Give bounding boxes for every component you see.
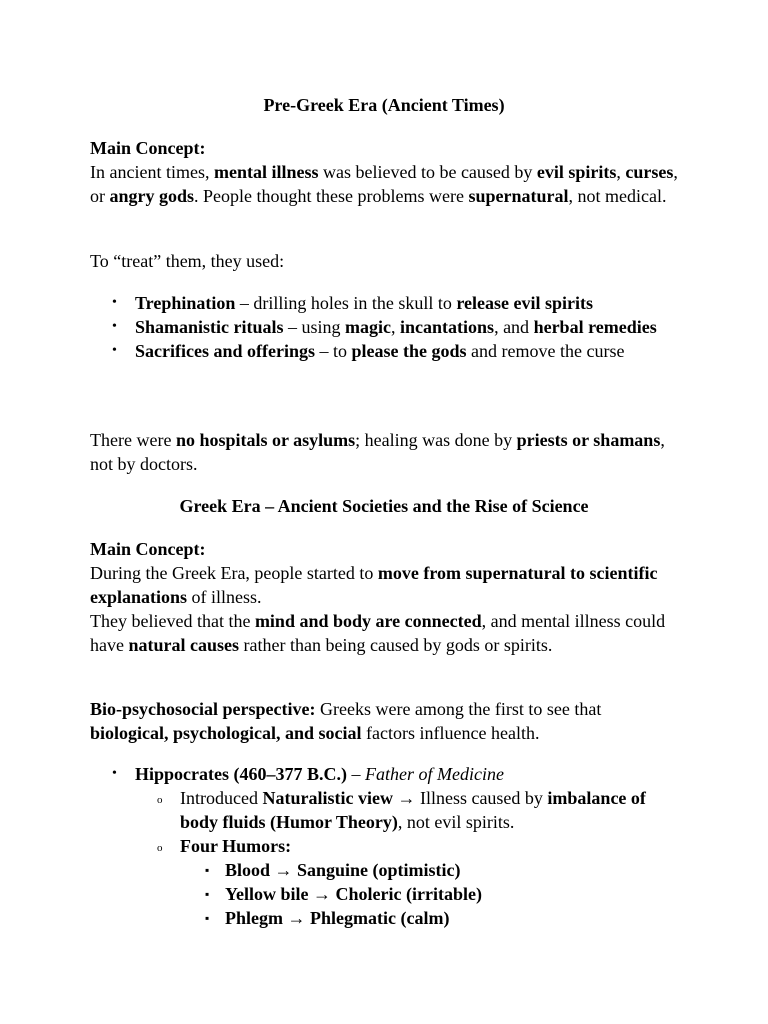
list-item-trephination — [90, 291, 680, 315]
list-item-hippocrates — [90, 762, 680, 930]
sub-bullet-marker: o — [157, 794, 163, 806]
bold-run: incantations — [400, 317, 495, 337]
humor-text: Yellow bile → Choleric (irritable) — [225, 884, 482, 904]
sub-bullet-marker: o — [157, 842, 163, 854]
bold-run: priests or shamans — [516, 430, 661, 450]
text-run: There were — [90, 430, 176, 450]
text-run: – drilling holes in the skull to — [235, 293, 457, 313]
main-concept-greek — [90, 537, 680, 657]
text-run: – to — [314, 341, 352, 361]
list-item-sacrifices — [90, 339, 680, 363]
closing-paragraph — [90, 428, 680, 476]
list-item-four-humors — [135, 834, 680, 930]
main-concept-label: Main Concept: — [90, 539, 206, 559]
bold-run: release evil spirits — [456, 293, 594, 313]
hippocrates-list — [90, 762, 680, 930]
text-run: . People thought these problems were — [194, 186, 469, 206]
bold-run: biological, psychological, and social — [90, 723, 362, 743]
humors-list — [180, 858, 680, 930]
italic-run: Father of Medicine — [364, 764, 504, 784]
bold-run: supernatural — [468, 186, 569, 206]
text-run: → Illness caused by — [392, 788, 548, 808]
text-run: and remove the curse — [466, 341, 625, 361]
text-run: Introduced — [180, 788, 263, 808]
list-item-humor — [180, 882, 680, 906]
bullet-marker: • — [112, 343, 117, 358]
text-run: ; healing was done by — [355, 430, 517, 450]
main-concept-pre-greek — [90, 136, 680, 208]
bio-psychosocial-paragraph — [90, 697, 680, 745]
hippocrates-sublist — [135, 786, 680, 930]
bullet-marker: • — [112, 295, 117, 310]
bold-run: imbalance of body fluids (Humor Theory) — [180, 788, 646, 832]
bold-run: Shamanistic rituals — [135, 317, 284, 337]
bold-run: mind and body are connected — [254, 611, 482, 631]
bold-run: Sacrifices and offerings — [135, 341, 315, 361]
text-run: – — [346, 764, 365, 784]
bold-run: herbal remedies — [533, 317, 657, 337]
section-title-greek: Greek Era – Ancient Societies and the Rise of Science — [179, 496, 589, 516]
bold-run: Naturalistic view — [262, 788, 393, 808]
list-item-shamanistic — [90, 315, 680, 339]
text-run: During the Greek Era, people started to — [90, 563, 378, 583]
list-item-humor — [180, 906, 680, 930]
bold-run: Hippocrates (460–377 B.C.) — [135, 764, 347, 784]
text-run: , and — [494, 317, 534, 337]
treat-intro: To “treat” them, they used: — [90, 251, 285, 271]
bullet-marker: • — [112, 319, 117, 334]
text-run: Greeks were among the first to see that — [315, 699, 602, 719]
bold-run: move from supernatural to scientific explanations — [90, 563, 658, 607]
bold-run: Trephination — [135, 293, 236, 313]
text-run: , and mental illness could have — [90, 611, 666, 655]
text-run: was believed to be caused by — [318, 162, 537, 182]
list-item-humor — [180, 858, 680, 882]
text-run: rather than being caused by gods or spirits. — [239, 635, 553, 655]
humor-text: Blood → Sanguine (optimistic) — [225, 860, 461, 880]
bold-run: mental illness — [213, 162, 319, 182]
bold-run: natural causes — [128, 635, 239, 655]
text-run: , not by doctors. — [90, 430, 665, 474]
bold-run: Bio-psychosocial perspective: — [90, 699, 316, 719]
text-run: , — [616, 162, 626, 182]
square-bullet-marker: ▪ — [205, 911, 210, 925]
section-title-pre-greek: Pre-Greek Era (Ancient Times) — [263, 95, 505, 115]
bold-run: no hospitals or asylums — [175, 430, 356, 450]
text-run: , — [391, 317, 401, 337]
text-run: , or — [90, 162, 678, 206]
bold-run: Four Humors: — [180, 836, 292, 856]
list-item-naturalistic-view — [135, 786, 680, 834]
bold-run: please the gods — [351, 341, 467, 361]
treatment-list — [90, 291, 680, 363]
text-run: factors influence health. — [361, 723, 540, 743]
main-concept-label: Main Concept: — [90, 138, 206, 158]
text-run: In ancient times, — [90, 162, 214, 182]
square-bullet-marker: ▪ — [205, 887, 210, 901]
bold-run: magic — [345, 317, 392, 337]
text-run: of illness. — [187, 587, 262, 607]
bullet-marker: • — [112, 766, 117, 781]
bold-run: evil spirits — [536, 162, 617, 182]
bold-run: curses — [625, 162, 674, 182]
humor-text: Phlegm → Phlegmatic (calm) — [225, 908, 450, 928]
text-run: , not medical. — [568, 186, 667, 206]
text-run: They believed that the — [90, 611, 255, 631]
square-bullet-marker: ▪ — [205, 863, 210, 877]
text-run: , not evil spirits. — [397, 812, 515, 832]
bold-run: angry gods — [109, 186, 195, 206]
text-run: – using — [283, 317, 346, 337]
